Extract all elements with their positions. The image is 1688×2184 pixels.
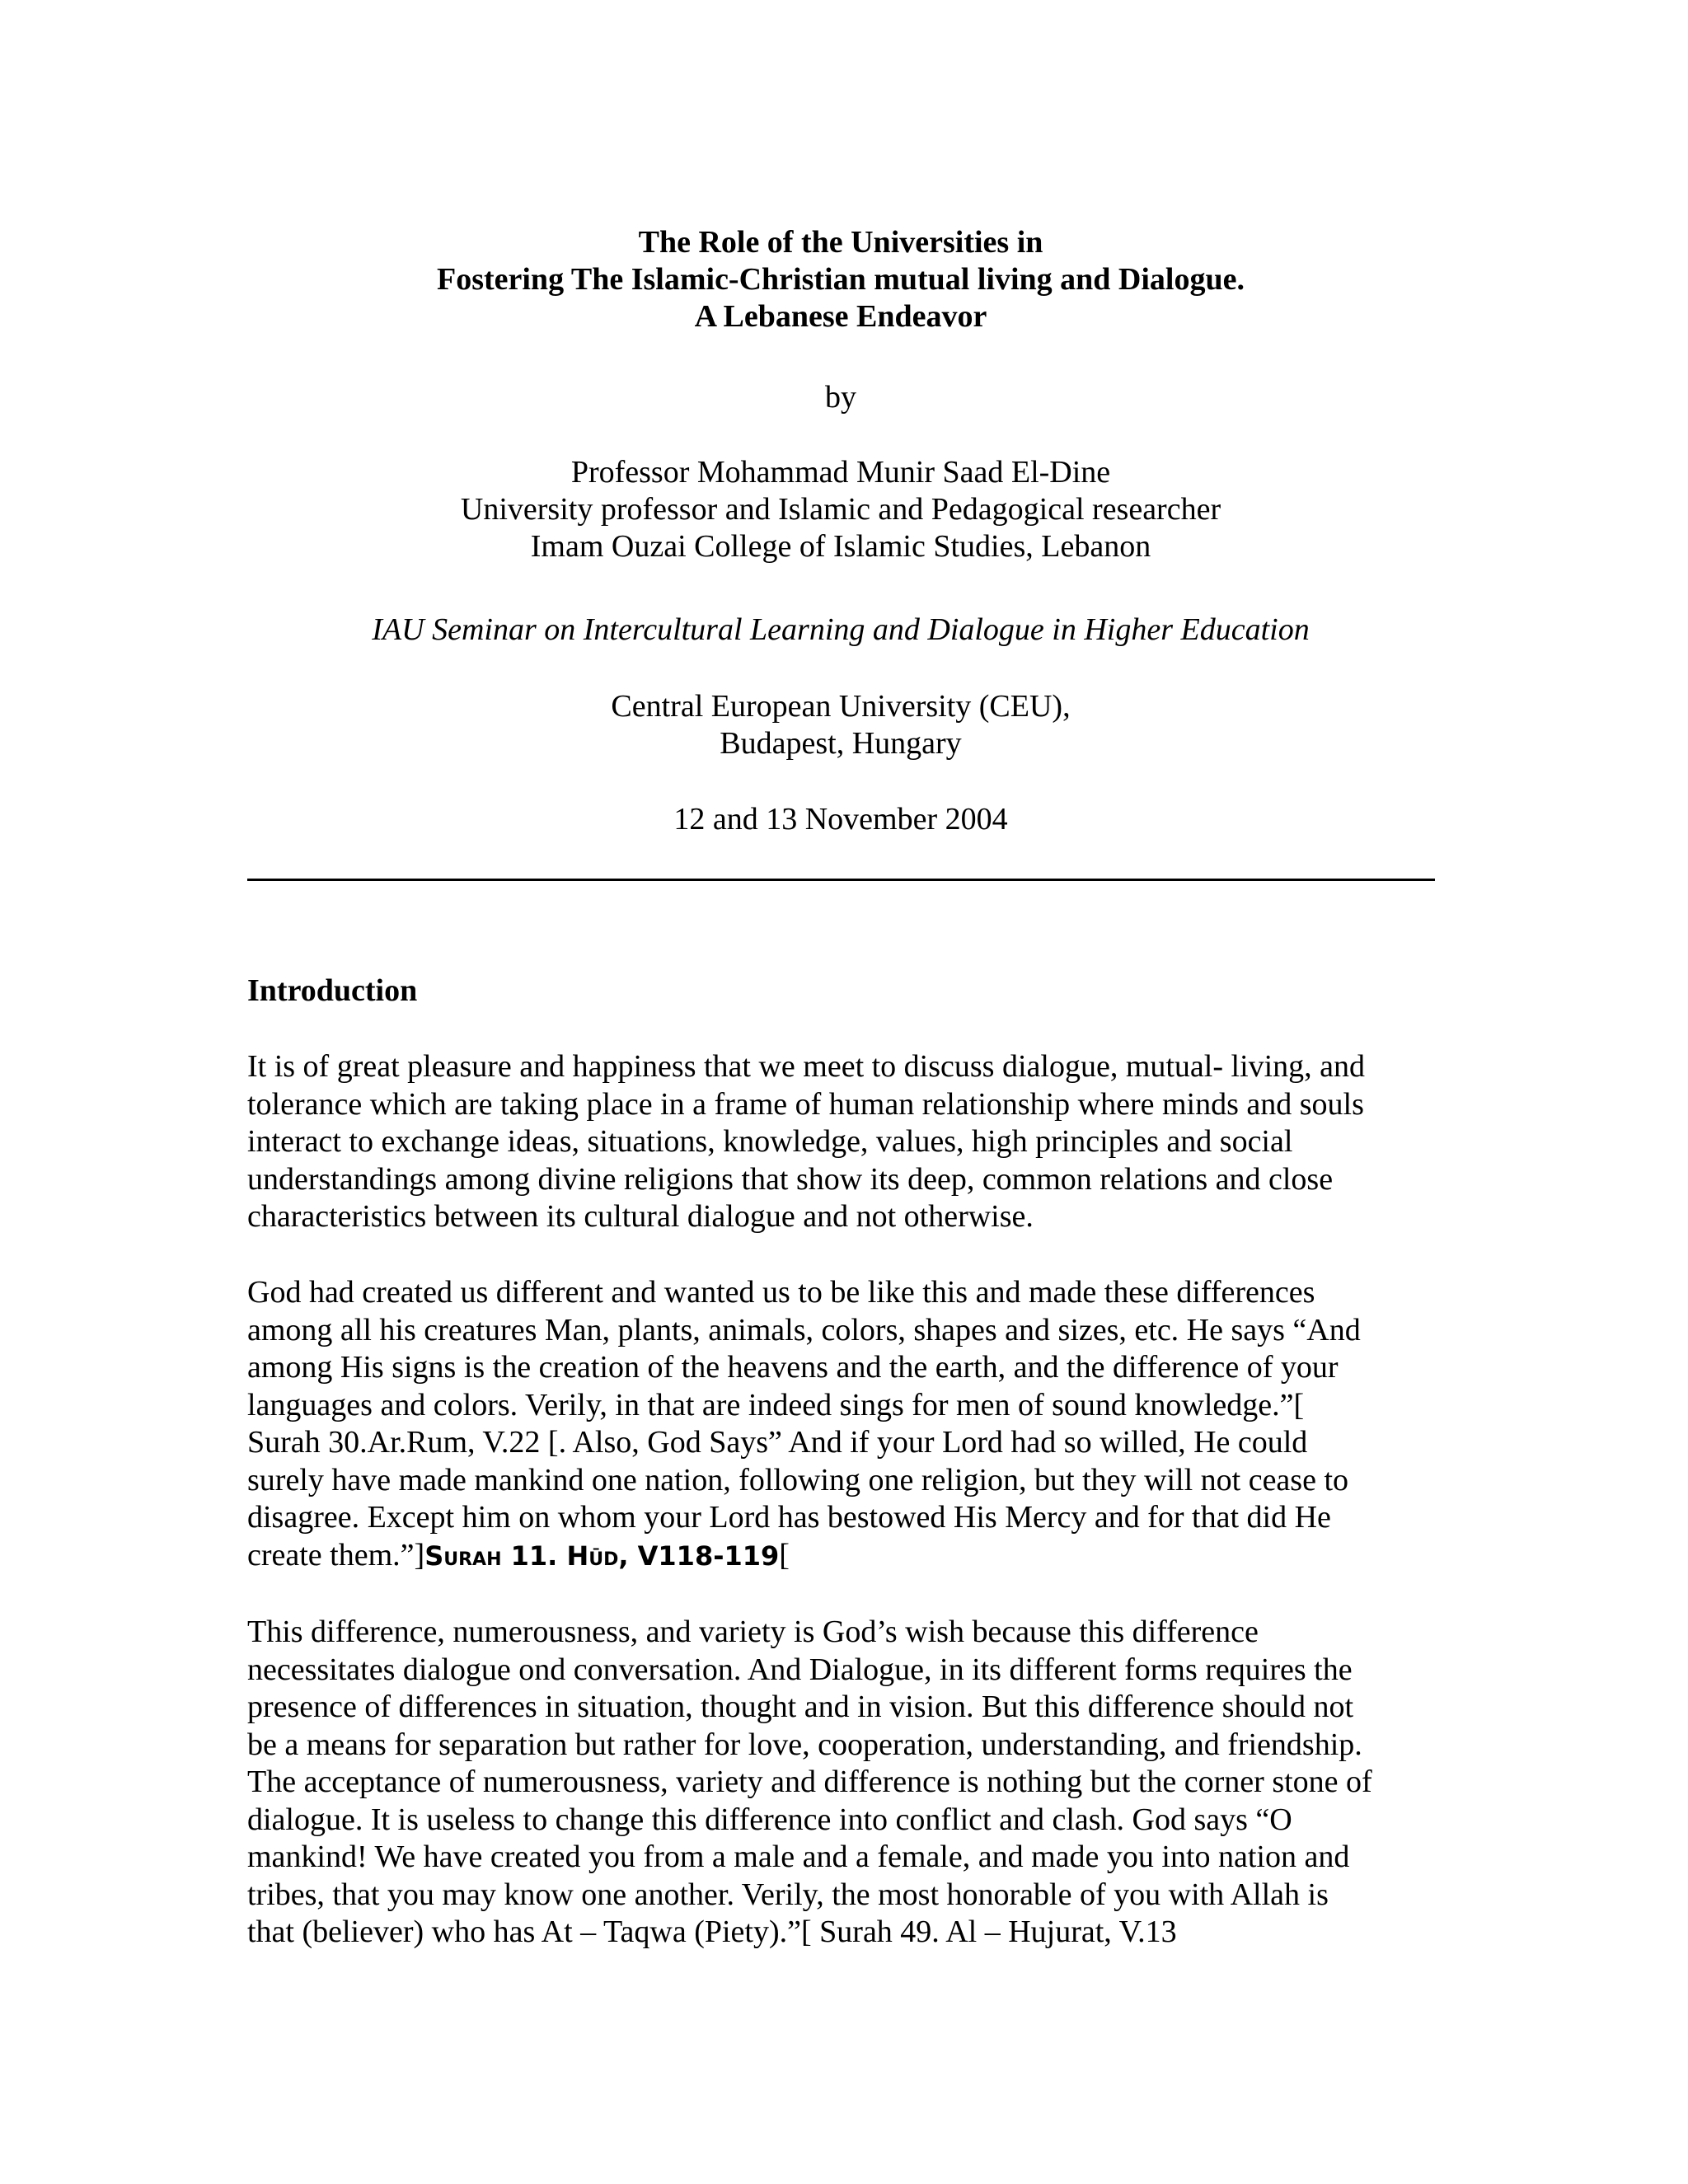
paragraph-line: understandings among divine religions that show its deep, common relations and close xyxy=(247,1161,1334,1197)
paragraph-line: God had created us different and wanted us to be like this and made these differences xyxy=(247,1275,1315,1310)
paragraph-line: among His signs is the creation of the heavens and the earth, and the difference of your xyxy=(247,1350,1339,1385)
paragraph-line: be a means for separation but rather for love, cooperation, understanding, and friendship. xyxy=(247,1727,1362,1762)
paragraph-line: necessitates dialogue ond conversation. And Dialogue, in its different forms requires the xyxy=(247,1652,1353,1687)
title-line-1: The Role of the Universities in xyxy=(638,225,1043,260)
event-date: 12 and 13 November 2004 xyxy=(673,802,1008,837)
paragraph-line: This difference, numerousness, and variety is God’s wish because this difference xyxy=(247,1615,1259,1649)
section-heading-introduction: Introduction xyxy=(247,973,418,1008)
paragraph-line: among all his creatures Man, plants, animals, colors, shapes and sizes, etc. He says “And xyxy=(247,1312,1361,1347)
venue-line-1: Central European University (CEU), xyxy=(611,689,1071,724)
surah-reference: Surah 11. Hūd, V118-119 xyxy=(424,1540,780,1572)
paragraph-line-last xyxy=(247,1537,1451,1576)
paragraph-line: characteristics between its cultural dialogue and not otherwise. xyxy=(247,1199,1034,1234)
paragraph-line: It is of great pleasure and happiness that we meet to discuss dialogue, mutual- living, and xyxy=(247,1049,1366,1084)
paragraph-line: The acceptance of numerousness, variety and difference is nothing but the corner stone of xyxy=(247,1765,1372,1799)
seminar-title: IAU Seminar on Intercultural Learning and Dialogue in Higher Education xyxy=(372,612,1310,647)
paragraph-line: dialogue. It is useless to change this difference into conflict and clash. God says “O xyxy=(247,1802,1292,1837)
author-block xyxy=(247,454,1434,565)
author-affiliation: Imam Ouzai College of Islamic Studies, Lebanon xyxy=(530,529,1151,564)
paragraph-line: presence of differences in situation, thought and in vision. But this difference should not xyxy=(247,1690,1354,1724)
paragraph-line: tolerance which are taking place in a frame of human relationship where minds and souls xyxy=(247,1086,1364,1122)
reference-bracket: [ xyxy=(779,1537,790,1572)
by-line: by xyxy=(825,380,856,415)
paragraph-line: languages and colors. Verily, in that are indeed sings for men of sound knowledge.”[ xyxy=(247,1387,1305,1422)
paragraph-line: interact to exchange ideas, situations, knowledge, values, high principles and social xyxy=(247,1124,1293,1159)
paragraph-line: disagree. Except him on whom your Lord has bestowed His Mercy and for that did He xyxy=(247,1500,1331,1535)
paragraph-line: tribes, that you may know one another. Verily, the most honorable of you with Allah is xyxy=(247,1877,1329,1912)
paragraph-line: mankind! We have created you from a male and a female, and made you into nation and xyxy=(247,1840,1350,1874)
paragraph-line: that (believer) who has At – Taqwa (Piety).”[ Surah 49. Al – Hujurat, V.13 xyxy=(247,1915,1177,1949)
paragraph-3 xyxy=(247,1614,1451,1952)
title-line-3: A Lebanese Endeavor xyxy=(694,299,987,334)
paragraph-line: surely have made mankind one nation, following one religion, but they will not cease to xyxy=(247,1462,1349,1497)
paragraph-line: Surah 30.Ar.Rum, V.22 [. Also, God Says” And if your Lord had so willed, He could xyxy=(247,1425,1308,1460)
document-title xyxy=(247,224,1434,335)
author-name: Professor Mohammad Munir Saad El-Dine xyxy=(570,455,1111,490)
title-line-2: Fostering The Islamic-Christian mutual living and Dialogue. xyxy=(436,262,1245,297)
paragraph-1 xyxy=(247,1048,1451,1236)
paragraph-2 xyxy=(247,1274,1451,1575)
venue-block xyxy=(247,688,1434,762)
venue-line-2: Budapest, Hungary xyxy=(720,726,962,761)
horizontal-divider xyxy=(247,879,1435,881)
quote-closing-text: create them.”] xyxy=(247,1537,425,1572)
author-position: University professor and Islamic and Pedagogical researcher xyxy=(460,492,1221,527)
